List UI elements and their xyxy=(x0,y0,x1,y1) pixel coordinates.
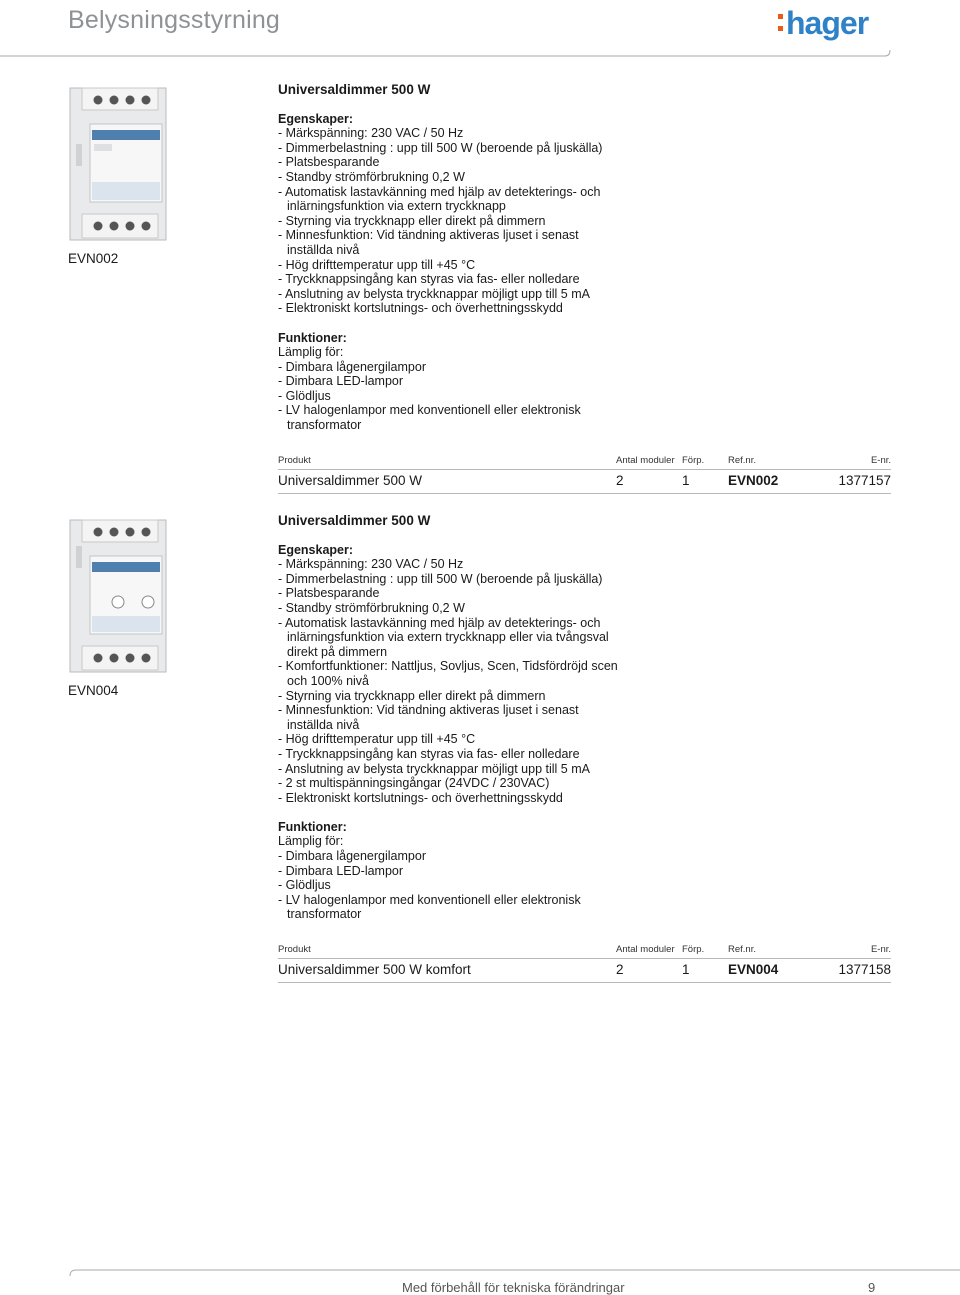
product-ref-label: EVN004 xyxy=(68,683,119,698)
cell-product: Universaldimmer 500 W komfort xyxy=(278,959,616,983)
suitable-for-label: Lämplig för: xyxy=(278,345,344,360)
feature-item: - Styrning via tryckknapp eller direkt på dimmern xyxy=(278,213,546,228)
product-description xyxy=(278,514,878,922)
col-header-modules: Antal moduler xyxy=(616,455,682,470)
function-item: - Glödljus xyxy=(278,388,331,403)
functions-list xyxy=(278,360,878,433)
function-item: - Dimbara LED-lampor xyxy=(278,374,404,389)
functions-list xyxy=(278,849,878,922)
feature-item: - Standby strömförbrukning 0,2 W xyxy=(278,169,465,184)
order-table xyxy=(278,455,891,494)
feature-item: - Märkspänning: 230 VAC / 50 Hz xyxy=(278,126,464,141)
features-list xyxy=(278,126,878,316)
function-item: - LV halogenlampor med konventionell eller elektronisk transformator xyxy=(278,892,581,922)
cell-pack: 1 xyxy=(682,959,728,983)
table-row xyxy=(278,470,891,494)
suitable-for-label: Lämplig för: xyxy=(278,834,344,849)
feature-item: - Dimmerbelastning : upp till 500 W (beroende på ljuskälla) xyxy=(278,140,603,155)
svg-text:hager: hager xyxy=(786,5,869,41)
feature-item: - Dimmerbelastning : upp till 500 W (beroende på ljuskälla) xyxy=(278,571,603,586)
function-item: - Dimbara lågenergilampor xyxy=(278,849,426,864)
feature-item: - Tryckknappsingång kan styras via fas- eller nolledare xyxy=(278,746,580,761)
feature-item: - Standby strömförbrukning 0,2 W xyxy=(278,600,465,615)
feature-item: - Platsbesparande xyxy=(278,586,380,601)
product-title: Universaldimmer 500 W xyxy=(278,82,431,97)
cell-modules: 2 xyxy=(616,959,682,983)
feature-item: - Anslutning av belysta tryckknappar möjligt upp till 5 mA xyxy=(278,761,590,776)
features-list xyxy=(278,557,878,805)
page-number: 9 xyxy=(868,1280,876,1295)
col-header-enr: E-nr. xyxy=(812,944,891,959)
col-header-modules: Antal moduler xyxy=(616,944,682,959)
product-ref-label: EVN002 xyxy=(68,251,119,266)
feature-item: - Platsbesparande xyxy=(278,155,380,170)
feature-item: - Automatisk lastavkänning med hjälp av detekterings- och inlärningsfunktion via extern tryckknapp xyxy=(278,184,601,214)
cell-modules: 2 xyxy=(616,470,682,494)
col-header-enr: E-nr. xyxy=(812,455,891,470)
features-heading: Egenskaper: xyxy=(278,111,354,126)
footer-disclaimer: Med förbehåll för tekniska förändringar xyxy=(402,1280,625,1295)
function-item: - Glödljus xyxy=(278,878,331,893)
feature-item: - Märkspänning: 230 VAC / 50 Hz xyxy=(278,557,464,572)
functions-heading: Funktioner: xyxy=(278,330,347,345)
hager-logo xyxy=(778,4,892,44)
feature-item: - Elektroniskt kortslutnings- och överhettningsskydd xyxy=(278,301,563,316)
col-header-ref: Ref.nr. xyxy=(728,455,812,470)
feature-item: - Minnesfunktion: Vid tändning aktiveras ljuset i senast inställda nivå xyxy=(278,703,579,732)
dimmer-device-image xyxy=(68,84,168,244)
feature-item: - Anslutning av belysta tryckknappar möjligt upp till 5 mA xyxy=(278,286,590,301)
col-header-product: Produkt xyxy=(278,455,616,470)
function-item: - Dimbara LED-lampor xyxy=(278,863,404,878)
dimmer-device-image xyxy=(68,516,168,676)
feature-item: - Styrning via tryckknapp eller direkt på dimmern xyxy=(278,688,546,703)
order-table xyxy=(278,944,891,983)
feature-item: - 2 st multispänningsingångar (24VDC / 230VAC) xyxy=(278,776,550,791)
col-header-pack: Förp. xyxy=(682,455,728,470)
cell-ref: EVN004 xyxy=(728,959,812,983)
table-row xyxy=(278,959,891,983)
feature-item: - Minnesfunktion: Vid tändning aktiveras ljuset i senast inställda nivå xyxy=(278,228,579,257)
col-header-ref: Ref.nr. xyxy=(728,944,812,959)
feature-item: - Elektroniskt kortslutnings- och överhettningsskydd xyxy=(278,790,563,805)
cell-product: Universaldimmer 500 W xyxy=(278,470,616,494)
function-item: - LV halogenlampor med konventionell eller elektronisk transformator xyxy=(278,403,581,433)
feature-item: - Automatisk lastavkänning med hjälp av detekterings- och inlärningsfunktion via extern tryckknapp eller via tvångsval direkt på dimmern xyxy=(278,615,609,659)
features-heading: Egenskaper: xyxy=(278,542,354,557)
feature-item: - Hög drifttemperatur upp till +45 °C xyxy=(278,257,476,272)
page-title: Belysningsstyrning xyxy=(68,6,281,34)
product-description xyxy=(278,83,878,433)
feature-item: - Komfortfunktioner: Nattljus, Sovljus, Scen, Tidsfördröjd scen och 100% nivå xyxy=(278,659,618,688)
product-title: Universaldimmer 500 W xyxy=(278,513,431,528)
cell-pack: 1 xyxy=(682,470,728,494)
function-item: - Dimbara lågenergilampor xyxy=(278,359,426,374)
feature-item: - Tryckknappsingång kan styras via fas- eller nolledare xyxy=(278,272,580,287)
cell-ref: EVN002 xyxy=(728,470,812,494)
feature-item: - Hög drifttemperatur upp till +45 °C xyxy=(278,732,476,747)
functions-heading: Funktioner: xyxy=(278,819,347,834)
col-header-product: Produkt xyxy=(278,944,616,959)
col-header-pack: Förp. xyxy=(682,944,728,959)
cell-enr: 1377158 xyxy=(812,959,891,983)
cell-enr: 1377157 xyxy=(812,470,891,494)
